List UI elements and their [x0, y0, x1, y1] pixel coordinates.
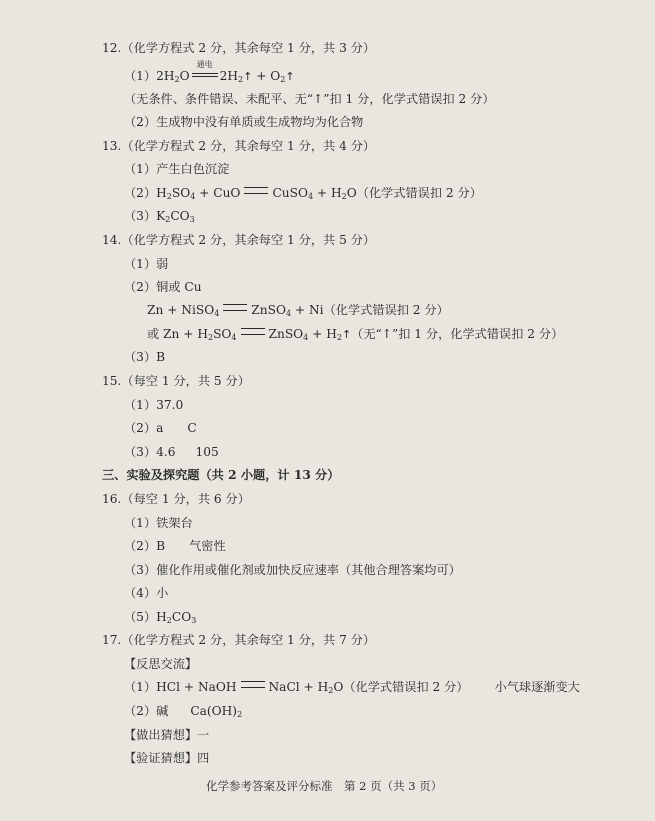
q13-answer-1: （1）产生白色沉淀 — [124, 162, 230, 176]
q12-header: 12.（化学方程式 2 分，其余每空 1 分，共 3 分） — [102, 41, 376, 55]
q16-a2-number: （2）B — [124, 539, 166, 553]
q15-a3-number: （3）4.6 — [124, 445, 176, 459]
q12-answer-1: $(1)2H_2O$ 通电 $2H_2↑$ + $O_2↑$ — [124, 60, 295, 84]
q15-a2-number: （2）a — [124, 421, 164, 435]
q14-answer-1: （1）弱 — [124, 257, 169, 271]
q13-a3-number: （3） — [124, 209, 157, 223]
q16-a2-second: 气密性 — [189, 539, 226, 553]
q15-a2-second: C — [187, 421, 197, 435]
q16-answer-2 — [124, 538, 226, 554]
q14-equation-1: Zn + NiSO$_4$ ZnSO$_4$ + Ni（化学式错误扣 2 分） — [147, 303, 449, 318]
q14-eq2-prefix: 或 — [147, 327, 160, 341]
q15-answer-2 — [124, 420, 197, 436]
q16-answer-1: （1）铁架台 — [124, 516, 193, 530]
q16-header: 16.（每空 1 分，共 6 分） — [102, 492, 250, 506]
page-footer: 化学参考答案及评分标准 第 2 页（共 3 页） — [206, 779, 443, 793]
q15-answer-3 — [124, 444, 219, 460]
q13-header: 13.（化学方程式 2 分，其余每空 1 分，共 4 分） — [102, 139, 376, 153]
q14-header: 14.（化学方程式 2 分，其余每空 1 分，共 5 分） — [102, 233, 376, 247]
q16-answer-3: （3）催化作用或催化剂或加快反应速率（其他合理答案均可） — [124, 563, 461, 577]
q13-answer-2: $(2)H_2SO_4$ + CuO CuSO$_4$ + $H_2O$（化学式错误扣 2 分） — [124, 186, 482, 201]
q13-a2-note: （化学式错误扣 2 分） — [356, 186, 482, 200]
condition-label: 通电 — [196, 60, 213, 69]
q14-equation-2: 或 $Zn + H_2SO_4$ ZnSO$_4$ + $H_2↑$（无“↑”扣 1 分，化学式错误扣 2 分） — [147, 327, 564, 342]
q16-a5-number: （5） — [124, 610, 157, 624]
q14-eq2-note: （无“↑”扣 1 分，化学式错误扣 2 分） — [351, 327, 564, 341]
q13-answer-3: $(3)K_2CO_3$ — [124, 209, 195, 224]
q17-answer-1: （1）HCl + NaOH NaCl + $H_2O$（化学式错误扣 2 分） 小气球逐渐变大 — [124, 680, 580, 695]
section-3-title: 三、实验及探究题（共 2 小题，计 13 分） — [102, 468, 340, 482]
q17-a2-number: （2）碱 — [124, 704, 169, 718]
q12-scoring-note: （无条件、条件错误、未配平、无“↑”扣 1 分，化学式错误扣 2 分） — [124, 92, 495, 106]
q15-answer-1: （1）37.0 — [124, 398, 184, 412]
q16-answer-4: （4）小 — [124, 586, 169, 600]
q17-a1-second: 小气球逐渐变大 — [494, 680, 580, 694]
q14-answer-2: （2）铜或 Cu — [124, 280, 202, 294]
q12-a1-number: （1） — [124, 69, 157, 83]
q17-header: 17.（化学方程式 2 分，其余每空 1 分，共 7 分） — [102, 633, 376, 647]
q16-answer-5: $(5)H_2CO_3$ — [124, 610, 197, 625]
q14-answer-3: （3）B — [124, 350, 166, 364]
q12-answer-2: （2）生成物中没有单质或生成物均为化合物 — [124, 115, 364, 129]
q15-a3-second: 105 — [195, 445, 219, 459]
electrolysis-condition — [191, 60, 219, 82]
q15-header: 15.（每空 1 分，共 5 分） — [102, 374, 250, 388]
q17-verify: 【验证猜想】四 — [124, 751, 210, 765]
q14-eq1-note: （化学式错误扣 2 分） — [323, 303, 449, 317]
q17-a1-number: （1） — [124, 680, 157, 694]
q17-reflect-heading: 【反思交流】 — [124, 657, 198, 671]
q17-a1-note: （化学式错误扣 2 分） — [343, 680, 469, 694]
q17-answer-2: （2）碱 $Ca(OH)_2$ — [124, 704, 243, 719]
q17-guess: 【做出猜想】一 — [124, 728, 210, 742]
